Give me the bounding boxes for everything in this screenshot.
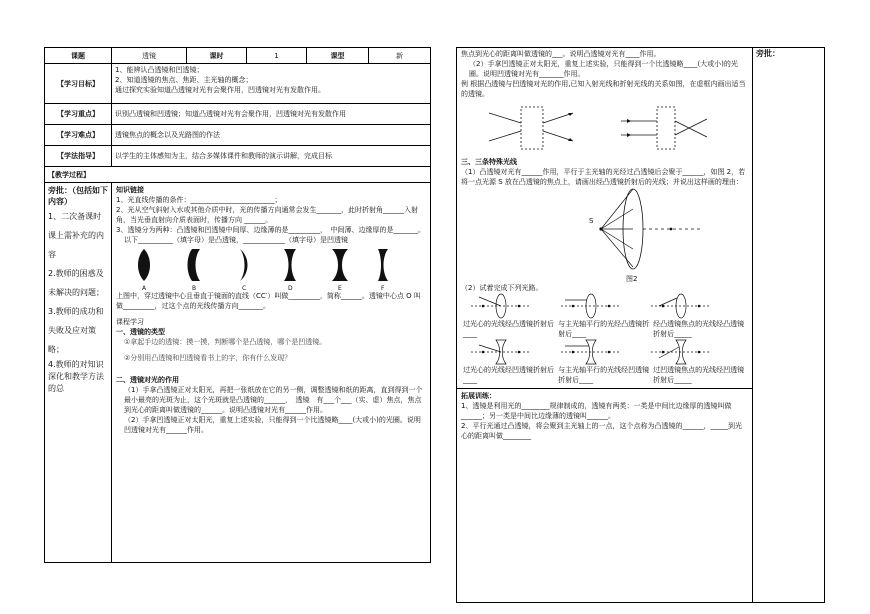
- side-note-item: 3.教师的成功和失败及应对策略；: [48, 307, 104, 354]
- knowledge-line: 3、透镜分为两种：凸透镜和凹透镜中间厚、边缘薄的是_________， 中间薄、边缘厚的是_______。: [116, 226, 425, 234]
- lens-f-shape: [378, 249, 388, 281]
- concave-caption: 与主光轴平行的光线经凹透镜折射后____: [558, 366, 650, 384]
- knowledge-line: 2、光从空气斜射入水或其他介质中时，光的传播方向通常会发生_______，此时折射角______入射角，当光垂直射向介质表面时，传播方向 ______。: [116, 206, 418, 224]
- difficulties-text: 透镜焦点的概念以及光路图的作法: [112, 125, 431, 146]
- objectives-content: [112, 64, 431, 104]
- difficulties-label: 【学习难点】: [45, 125, 112, 146]
- objectives-label: 【学习目标】: [45, 64, 112, 104]
- convex-ray-diagrams: [461, 293, 749, 319]
- objective-line: 1、能辨认凸透镜和凹透镜；: [115, 66, 204, 74]
- section-3-title: 三、三条特殊光线: [461, 158, 517, 166]
- convex-caption: 与主光轴平行的光经凸透镜折射后____: [558, 320, 650, 338]
- lens-letter: D: [288, 285, 293, 291]
- lesson-table: [44, 47, 431, 563]
- knowledge-line: 1、光直线传播的条件：________________________；: [116, 196, 282, 204]
- convex-caption: 经凸透镜焦点的光线经凸透镜折射后_____: [653, 320, 745, 338]
- extension-section: [457, 388, 752, 441]
- convex-caption: 过光心的光线经凸透镜折射后____: [463, 320, 554, 338]
- key-points-label: 【学习重点】: [45, 104, 112, 125]
- main-content-left: [112, 183, 431, 563]
- lens-box-figure: [461, 99, 749, 157]
- figure-2-point-source: [461, 187, 749, 283]
- extension-item: 1、透镜是利用光的________规律制成的，透镜有两类：一类是中间比边缘厚的透镜叫做______；另一类是中间比边缘薄的透镜叫______。: [461, 402, 732, 420]
- section-1-title: 一、透镜的类型: [116, 328, 165, 336]
- concave-caption: 过凹透镜焦点的光线经凹透镜折射后_____: [653, 366, 745, 384]
- lens-shapes-figure: [116, 245, 396, 291]
- objective-line: 2、知道透镜的焦点、焦距、主光轴的概念；: [115, 76, 253, 84]
- side-notes-right: 旁批：: [753, 48, 825, 603]
- side-notes-title: 旁批：（包括如下内容）: [48, 186, 108, 206]
- lens-b-shape: [188, 249, 201, 281]
- source-label: S: [589, 217, 594, 225]
- guidance-label: 【学法指导】: [45, 146, 112, 167]
- section-2-item: （2）手拿凹透镜正对太阳光，重复上述实验，只能得到一个比透镜略____(大或小)的光圈。说明凹透镜对光有______作用。: [124, 416, 421, 434]
- objective-line: 通过探究实验知道凸透镜对光有会聚作用，凹透镜对光有发散作用。: [115, 86, 325, 94]
- topic-label: 课题: [45, 48, 112, 64]
- right-cont-line: 焦点到光心的距离叫做透镜的___。说明凸透镜对光有____作用。: [461, 50, 661, 58]
- hours-label: 课时: [187, 48, 247, 64]
- example-text: 例 根据凸透镜与凹透镜对光的作用,已知入射光线和折射光线的关系如图，在虚框内画出适当的透镜。: [461, 80, 746, 98]
- lens-letter: B: [192, 285, 197, 291]
- extension-title: 拓展训练：: [461, 392, 496, 400]
- section-2-item: （1）手拿凸透镜正对太阳光，再把一张纸放在它的另一侧，调整透镜和纸的距离，直到得到一个最小最亮的光斑为止，这个光斑就是凸透镜的______， 透镜 有___个___（实、虚）焦点，焦点到光心的距离叫做透镜的______。说明凸透镜对光有______作用。: [124, 386, 423, 414]
- figure-2-caption: 图2: [626, 275, 638, 283]
- side-note-item: 4.教师的对知识深化和教学方法的总: [48, 360, 104, 393]
- knowledge-after: 上图中，穿过透镜中心且垂直于镜面的直线（CC′）叫做_________，简称______。透镜中心点 O 叫做_________，过这个点的光线传播方向_______。: [116, 292, 421, 310]
- knowledge-line: 以下__________（填字母）是凸透镜，____________（填字母）是凹透镜: [124, 236, 348, 244]
- lens-letter: C: [242, 285, 247, 291]
- section-3-text: （1）凸透镜对光有______作用，平行于主光轴的光经过凸透镜后会聚于______，如图 2，若将一点光源 S 放在凸透镜的焦点上，请画出经凸透镜折射后的光线；并说出这样画的理由：: [461, 168, 746, 186]
- concave-captions: [461, 365, 749, 385]
- topic-value: 透镜: [112, 48, 187, 64]
- lens-d-shape: [284, 249, 296, 281]
- lens-e-shape: [332, 249, 348, 281]
- main-content-right: [457, 48, 753, 603]
- hours-value: 1: [247, 48, 307, 64]
- key-points-text: 识别凸透镜和凹透镜；知道凸透镜对光有会聚作用，凹透镜对光有发散作用: [112, 104, 431, 125]
- section-3-q2: （2）试着完成下列光路。: [461, 284, 543, 292]
- concave-ray-diagrams: [461, 339, 749, 365]
- extension-item: 2、平行光通过凸透镜，将会聚到主光轴上的一点，这个点称为凸透镜的______，_____到光心的距离叫做________: [461, 422, 742, 440]
- side-note-item: 2.教师的困惑及未解决的问题；: [48, 269, 104, 297]
- side-note-item: 1、二次备课时课上需补充的内容: [48, 212, 104, 259]
- type-label: 课型: [307, 48, 369, 64]
- lens-a-shape: [138, 249, 150, 281]
- right-cont-line: （2）手拿凹透镜正对太阳光，重复上述实验，只能得到一个比透镜略____(大或小)的光圈。说明凹透镜对光有_______作用。: [469, 60, 738, 78]
- section-1-item: ②分别用凸透镜和凹透镜看书上的字，你有什么发现？: [124, 354, 292, 362]
- concave-caption: 过光心的光线经凹透镜折射后____: [463, 366, 554, 384]
- right-page: [456, 47, 824, 603]
- right-table: [456, 47, 825, 603]
- left-page: [44, 47, 430, 563]
- process-title: 【教学过程】: [45, 167, 431, 183]
- section-2-title: 二、透镜对光的作用: [116, 376, 179, 384]
- lens-letter: A: [142, 285, 147, 291]
- type-value: 新: [369, 48, 431, 64]
- convex-captions: [461, 319, 749, 339]
- lens-c-shape: [240, 249, 248, 281]
- section-1-item: ①拿起手边的透镜：摸一摸，判断哪个是凸透镜，哪个是凹透镜。: [124, 338, 327, 346]
- guidance-text: 以学生的主体感知为主，结合多媒体课件和教师的演示讲解，完成目标: [112, 146, 431, 167]
- study-title: 课程学习: [116, 318, 144, 326]
- lens-letter: E: [338, 285, 342, 291]
- lens-letter: F: [381, 285, 385, 291]
- side-notes-left: [45, 183, 112, 563]
- knowledge-title: 知识链接: [116, 186, 144, 194]
